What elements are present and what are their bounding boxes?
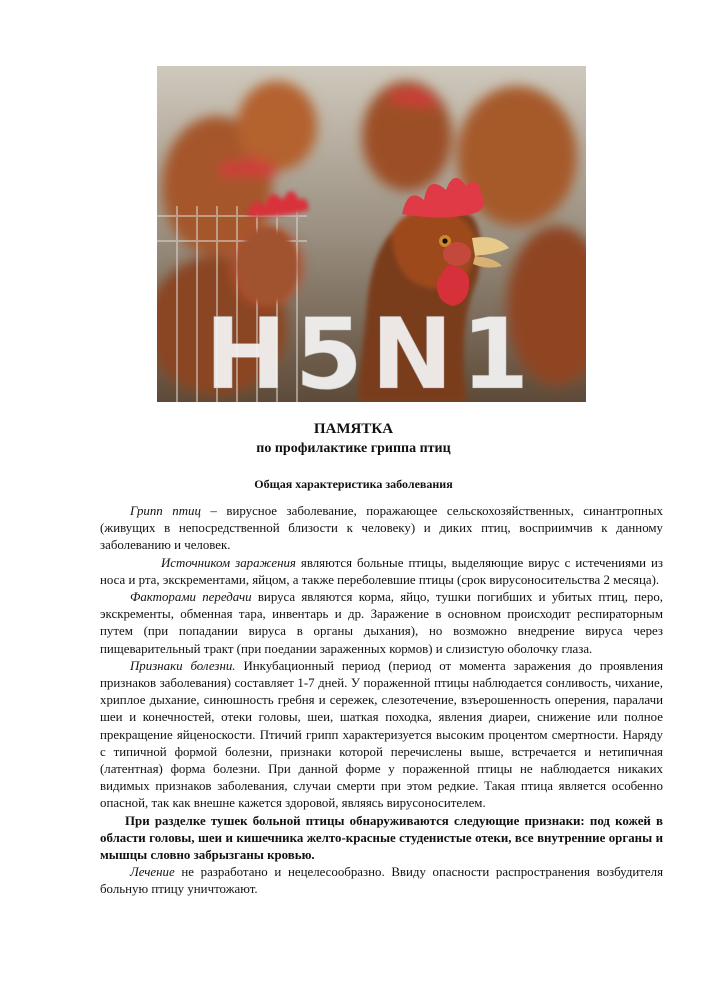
term-symptoms: Признаки болезни. [130,658,236,673]
paragraph-definition: Грипп птиц – вирусное заболевание, поражающее сельскохозяйственных, синантропных (живущих в непосредственной близости к человеку) и диких птиц, восприимчив к данному заболеванию и человек. [100,504,664,553]
chickens-illustration [157,66,586,402]
header-photo [157,66,586,402]
paragraph-source: Источником заражения являются больные птицы, выделяющие вирус с истечениями из носа и рта, экскрементами, яйцом, а также переболевшие птицы (срок вирусоносительства 2 месяца). [100,555,664,587]
term-bird-flu: Грипп птиц [130,504,201,518]
paragraph-transmission: Факторами передачи вируса являются корма, яйцо, тушки погибших и убитых птиц, перо, экскременты, обменная тара, инвентарь и др. Заражение в основном происходит респираторным путем (при попадании вируса в органы дыхания), но возможно внедрение вируса через пищеварительный тракт (при поедании зараженных кормов) и слизистую оболочку глаза. [100,590,663,656]
paragraph-treatment: Лечение не разработано и нецелесообразно. Ввиду опасности распространения возбудителя больную птицу уничтожают. [100,865,663,897]
h5n1-label: H5N1 [204,298,538,402]
document-body [100,503,663,899]
page-title: ПАМЯТКА [313,421,394,437]
term-source: Источником заражения [161,555,296,570]
term-transmission: Факторами передачи [130,590,252,605]
paragraph-symptoms: Признаки болезни. Инкубационный период (период от момента заражения до проявления признаков заболевания) составляет 1-7 дней. У пораженной птицы наблюдается сонливость, чихание, хриплое дыхание, синюшность гребня и сережек, слезотечение, взъерошенность оперения, паралачи шеи и конечностей, отеки головы, шеи, шаткая походка, явления диареи, снижение или полное прекращение яйценоскости. Птичий грипп характеризуется высоким процентом смертности. Наряду с типичной формой болезни, признаки которой перечислены выше, встречается и нетипичная (латентная) форма болезни. При данной форме у пораженной птицы не наблюдается никаких видимых признаков заболевания, случаи смерти при этом редкие. Такая птица является особенно опасной, так как внешне кажется здоровой, являясь вирусоносителем. [100,658,663,811]
section-heading: Общая характеристика заболевания [254,477,453,491]
page-subtitle: по профилактике гриппа птиц [256,441,451,456]
term-treatment: Лечение [130,865,175,880]
paragraph-carcass-signs: При разделке тушек больной птицы обнаруживаются следующие признаки: под кожей в области головы, шеи и кишечника желто-красные студенистые отеки, все внутренние органы и мышцы словно забрызганы кровью. [100,813,663,863]
